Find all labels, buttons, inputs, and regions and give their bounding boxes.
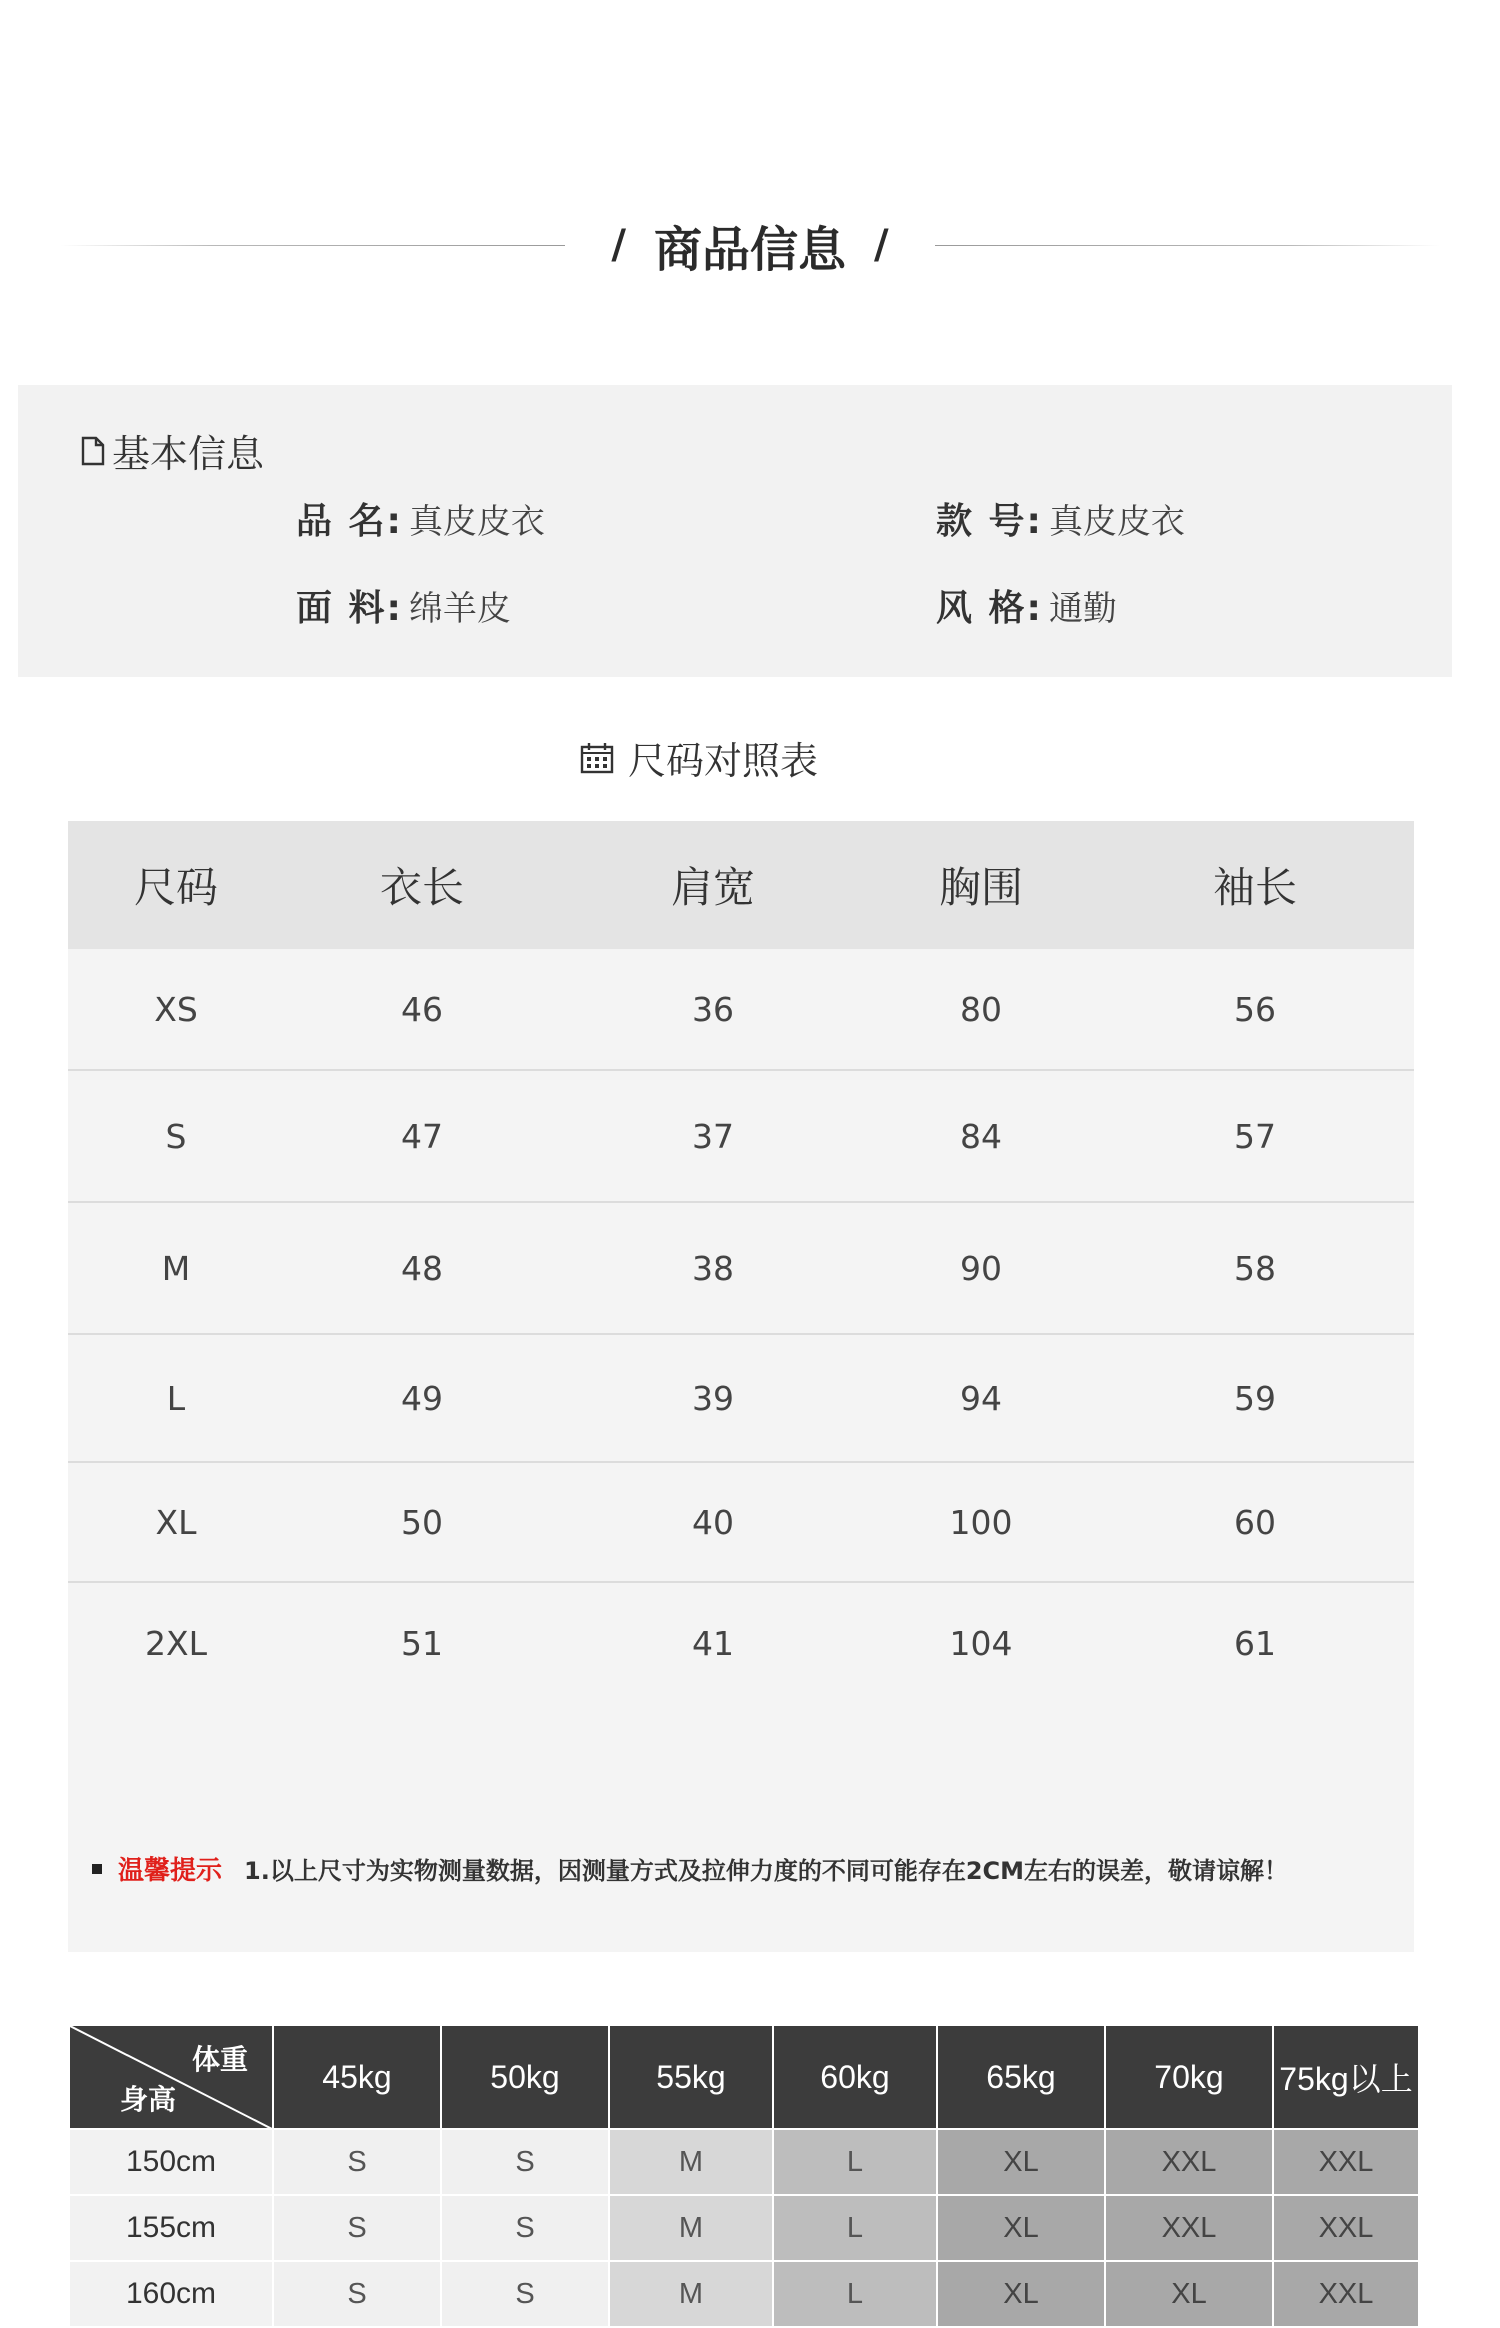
size-cell: L	[773, 2261, 937, 2327]
tip-box	[68, 1700, 1414, 1952]
title-slash-left: /	[611, 222, 626, 268]
table-cell: 39	[692, 1378, 734, 1418]
info-value: 绵羊皮	[408, 589, 511, 629]
size-cell: XL	[1105, 2261, 1273, 2327]
table-cell: 50	[401, 1502, 443, 1542]
height-cell: 150cm	[69, 2129, 273, 2195]
basic-info-panel	[18, 385, 1452, 677]
size-recommendation-table	[68, 2024, 1420, 2328]
size-cell: L	[773, 2129, 937, 2195]
size-cell: S	[441, 2129, 609, 2195]
size-cell: XL	[937, 2129, 1105, 2195]
weight-header: 70kg	[1105, 2025, 1273, 2129]
info-value: 真皮皮衣	[408, 502, 545, 542]
title-slash-right: /	[874, 222, 889, 268]
col-header-chest: 胸围	[938, 863, 1023, 912]
size-cell: S	[273, 2195, 441, 2261]
table-cell: 104	[949, 1623, 1013, 1663]
table-row	[68, 1071, 1414, 1203]
height-label: 身高	[120, 2084, 177, 2115]
size-cell: XXL	[1273, 2261, 1419, 2327]
info-item-name	[296, 493, 545, 544]
table-cell: 2XL	[145, 1623, 207, 1663]
info-label: 款 号:	[936, 501, 1043, 542]
table-cell: 84	[960, 1116, 1002, 1156]
basic-info-title: 基本信息	[112, 432, 265, 476]
info-value: 通勤	[1048, 589, 1117, 629]
table-cell: 49	[401, 1378, 443, 1418]
weight-header-row	[69, 2025, 1419, 2129]
document-icon	[80, 436, 106, 466]
size-cell: XL	[937, 2261, 1105, 2327]
info-value: 真皮皮衣	[1048, 502, 1185, 542]
header-divider-right	[935, 245, 1440, 246]
table-cell: 51	[401, 1623, 443, 1663]
size-cell: S	[273, 2261, 441, 2327]
weight-header: 50kg	[441, 2025, 609, 2129]
col-header-size: 尺码	[133, 863, 218, 912]
table-cell: 41	[692, 1623, 734, 1663]
section-header	[60, 205, 1440, 285]
info-item-fabric	[296, 580, 511, 631]
table-cell: 38	[692, 1248, 734, 1288]
table-cell: 90	[960, 1248, 1002, 1288]
weight-header: 45kg	[273, 2025, 441, 2129]
table-row	[69, 2195, 1419, 2261]
table-cell: 46	[401, 989, 443, 1029]
table-row	[68, 1583, 1414, 1705]
col-header-shoulder: 肩宽	[670, 863, 755, 912]
table-cell: 100	[949, 1502, 1013, 1542]
table-cell: 94	[960, 1378, 1002, 1418]
table-cell: 80	[960, 989, 1002, 1029]
size-cell: XXL	[1105, 2129, 1273, 2195]
info-item-style	[936, 580, 1117, 631]
size-chart-body	[68, 949, 1414, 1705]
size-chart-title: 尺码对照表	[628, 739, 819, 783]
table-row	[68, 1203, 1414, 1335]
table-cell: XL	[155, 1502, 197, 1542]
info-label: 品 名:	[296, 501, 403, 542]
size-cell: L	[773, 2195, 937, 2261]
section-title-wrap	[580, 205, 920, 285]
table-cell: 36	[692, 989, 734, 1029]
col-header-sleeve: 袖长	[1212, 863, 1297, 912]
size-cell: XXL	[1273, 2195, 1419, 2261]
info-item-style-no	[936, 493, 1185, 544]
col-header-length: 衣长	[379, 863, 464, 912]
weight-header: 65kg	[937, 2025, 1105, 2129]
size-cell: XXL	[1105, 2195, 1273, 2261]
table-cell: 48	[401, 1248, 443, 1288]
table-cell: 47	[401, 1116, 443, 1156]
table-row	[68, 1335, 1414, 1463]
table-cell: 59	[1234, 1378, 1276, 1418]
height-cell: 155cm	[69, 2195, 273, 2261]
header-divider-left	[60, 245, 565, 246]
tip-label: 温馨提示	[118, 1856, 223, 1886]
info-label: 面 料:	[296, 588, 403, 629]
weight-label: 体重	[191, 2044, 248, 2075]
size-cell: S	[441, 2195, 609, 2261]
section-title: 商品信息	[653, 221, 846, 278]
info-label: 风 格:	[936, 588, 1043, 629]
table-cell: 40	[692, 1502, 734, 1542]
basic-info-heading	[80, 423, 264, 478]
weight-header: 60kg	[773, 2025, 937, 2129]
size-cell: S	[441, 2261, 609, 2327]
size-chart-header-row	[68, 821, 1414, 949]
size-cell: S	[273, 2129, 441, 2195]
size-chart-heading	[580, 730, 818, 785]
table-cell: XS	[154, 989, 198, 1029]
table-cell: 61	[1234, 1623, 1276, 1663]
table-cell: 56	[1234, 989, 1276, 1029]
weight-header: 75kg以上	[1273, 2025, 1419, 2129]
table-cell: S	[165, 1116, 187, 1156]
tip-text: 1.以上尺寸为实物测量数据，因测量方式及拉伸力度的不同可能存在2CM左右的误差，敬请谅解！	[244, 1857, 1289, 1885]
table-cell: 60	[1234, 1502, 1276, 1542]
table-cell: 58	[1234, 1248, 1276, 1288]
table-cell: 57	[1234, 1116, 1276, 1156]
table-row	[69, 2129, 1419, 2195]
weight-header: 55kg	[609, 2025, 773, 2129]
table-row	[68, 1463, 1414, 1583]
table-cell: M	[161, 1248, 191, 1288]
table-cell: L	[166, 1378, 186, 1418]
size-chart-table	[68, 821, 1414, 1705]
calendar-icon	[580, 742, 614, 774]
size-cell: M	[609, 2261, 773, 2327]
corner-header-cell	[69, 2025, 273, 2129]
table-cell: 37	[692, 1116, 734, 1156]
warm-tip	[92, 1850, 1288, 1887]
size-cell: XL	[937, 2195, 1105, 2261]
table-row	[69, 2261, 1419, 2327]
height-cell: 160cm	[69, 2261, 273, 2327]
size-cell: M	[609, 2129, 773, 2195]
size-cell: XXL	[1273, 2129, 1419, 2195]
size-cell: M	[609, 2195, 773, 2261]
table-row	[68, 949, 1414, 1071]
square-bullet-icon	[92, 1864, 102, 1874]
